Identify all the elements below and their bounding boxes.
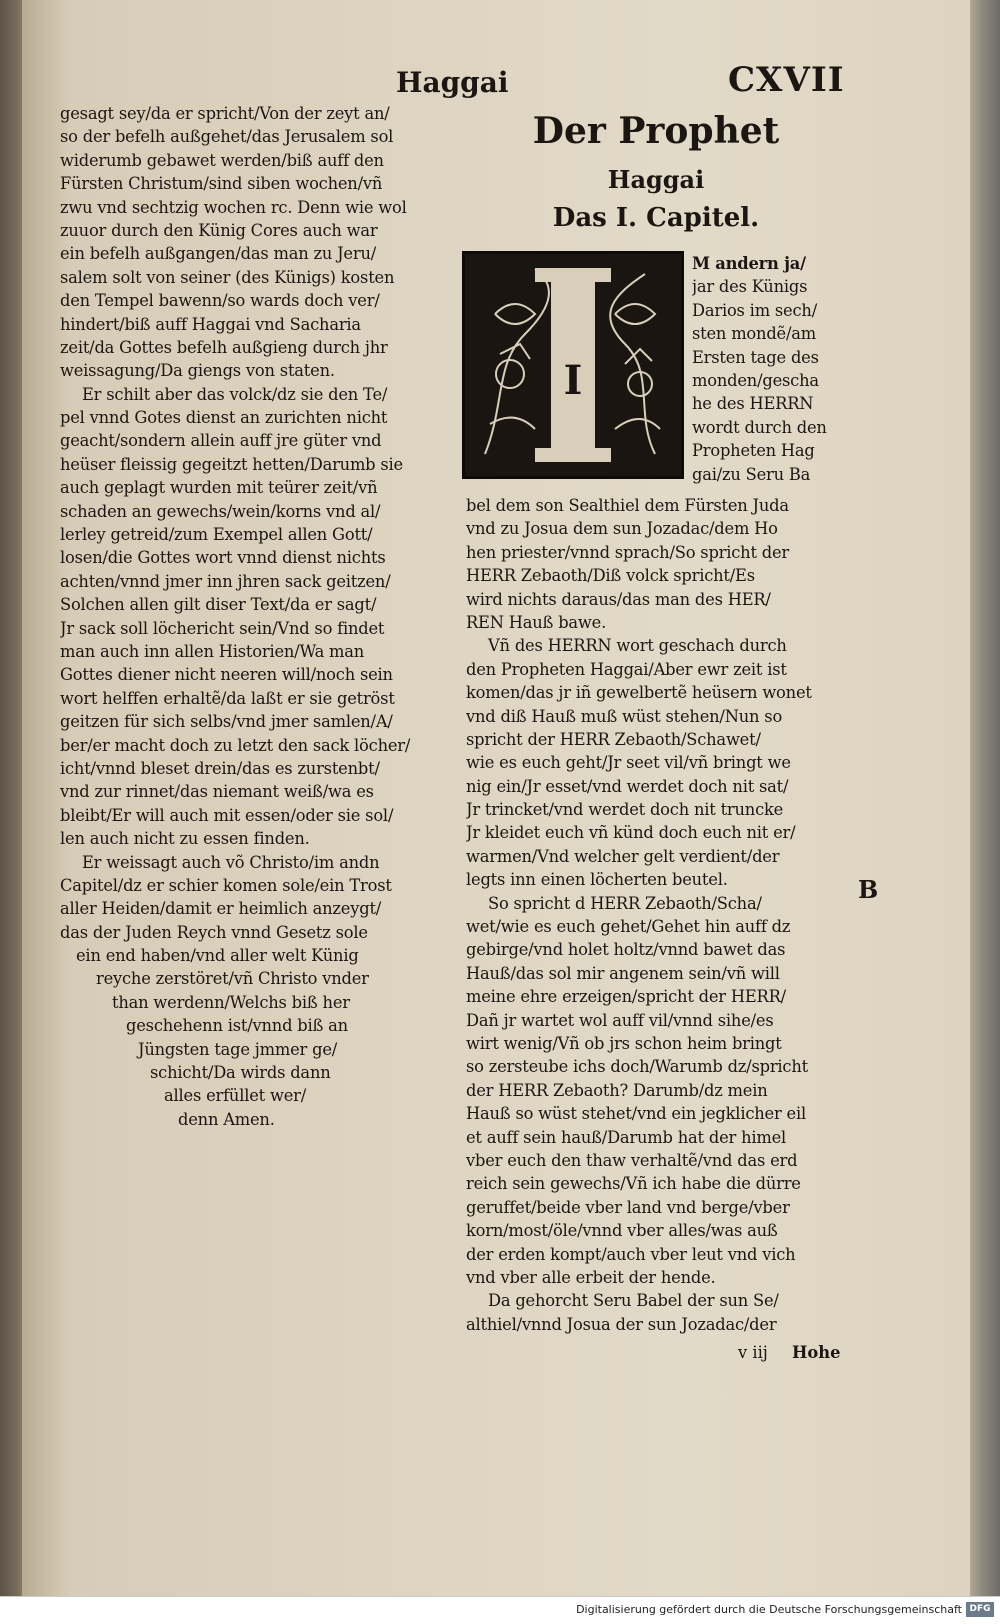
footer-bar <box>0 1596 1000 1624</box>
text-line: ein end haben/vnd aller welt Künig <box>76 946 359 966</box>
signature-mark: v iij <box>738 1343 768 1362</box>
text-line: HERR Zebaoth/Diß volck spricht/Es <box>466 566 755 586</box>
text-line: althiel/vnnd Josua der sun Jozadac/der <box>466 1314 777 1334</box>
text-line: vnd zu Josua dem sun Jozadac/dem Ho <box>466 519 778 539</box>
text-line: jar des Künigs <box>692 277 808 297</box>
text-line: Jüngsten tage jmmer ge/ <box>138 1039 338 1059</box>
text-line: Er schilt aber das volck/dz sie den Te/ <box>82 384 388 404</box>
text-line: Hauß/das sol mir angenem sein/vñ will <box>466 963 780 983</box>
text-line: reich sein gewechs/Vñ ich habe die dürre <box>466 1174 801 1194</box>
text-line: ein befelh außgangen/das man zu Jeru/ <box>60 244 377 264</box>
text-line: Propheten Hag <box>692 441 815 461</box>
initial-letter: I <box>563 357 583 404</box>
text-line: vnd vber alle erbeit der hende. <box>466 1267 716 1287</box>
text-line: reyche zerstöret/vñ Christo vnder <box>96 969 369 989</box>
text-line: Jr sack soll löchericht sein/Vnd so findet <box>60 618 385 638</box>
text-line: gesagt sey/da er spricht/Von der zeyt an/ <box>60 104 390 123</box>
text-line: wordt durch den <box>692 417 827 437</box>
text-line: hen priester/vnnd sprach/So spricht der <box>466 542 790 562</box>
text-line: zuuor durch den Künig Cores auch war <box>60 220 378 240</box>
text-line: than werdenn/Welchs biß her <box>112 992 350 1012</box>
text-line: wort helffen erhaltẽ/da laßt er sie getröst <box>60 688 395 708</box>
text-line: schaden an gewechs/wein/korns vnd al/ <box>60 501 381 521</box>
chapter-label: Das I. Capitel. <box>552 203 760 233</box>
text-line: et auff sein hauß/Darumb hat der himel <box>466 1127 787 1147</box>
text-line: M andern ja/ <box>692 254 806 273</box>
text-line: meine ehre erzeigen/spricht der HERR/ <box>466 987 786 1007</box>
text-line: sten mondẽ/am <box>692 324 817 344</box>
text-line: So spricht d HERR Zebaoth/Scha/ <box>488 893 762 913</box>
text-line: achten/vnnd jmer inn jhren sack geitzen/ <box>60 571 391 591</box>
margin-letter: B <box>858 875 879 904</box>
text-line: Vñ des HERRN wort geschach durch <box>488 636 787 656</box>
text-line: len auch nicht zu essen finden. <box>60 829 310 849</box>
text-line: bleibt/Er will auch mit essen/oder sie sol/ <box>60 805 394 825</box>
text-line: wird nichts daraus/das man des HER/ <box>466 589 771 609</box>
text-line: Gottes diener nicht neeren will/noch sein <box>60 665 393 685</box>
text-line: vber euch den thaw verhaltẽ/vnd das erd <box>466 1150 798 1170</box>
text-line: auch geplagt wurden mit teürer zeit/vñ <box>60 478 378 498</box>
text-line: icht/vnnd bleset drein/das es zurstenbt/ <box>60 758 380 778</box>
initial-ornament-icon <box>465 254 681 476</box>
text-line: Fürsten Christum/sind siben wochen/vñ <box>60 174 383 194</box>
text-line: he des HERRN <box>692 394 814 414</box>
text-line: gebirge/vnd holet holtz/vnnd bawet das <box>466 940 786 960</box>
decorated-initial-letter <box>462 251 684 479</box>
text-line: monden/gescha <box>692 370 819 390</box>
text-line: wie es euch geht/Jr seet vil/vñ bringt we <box>466 753 791 773</box>
text-line: denn Amen. <box>178 1109 275 1129</box>
text-line: widerumb gebawet werden/biß auff den <box>60 150 384 170</box>
folio-number: CXVII <box>728 60 845 100</box>
text-line: legts inn einen löcherten beutel. <box>466 870 728 890</box>
text-line: gai/zu Seru Ba <box>692 464 811 484</box>
text-line: schicht/Da wirds dann <box>150 1063 331 1083</box>
text-line: wirt wenig/Vñ ob jrs schon heim bringt <box>466 1033 782 1053</box>
text-line: geschehenn ist/vnnd biß an <box>126 1016 348 1036</box>
text-line: REN Hauß bawe. <box>466 612 607 632</box>
text-line: der erden kompt/auch vber leut vnd vich <box>466 1244 796 1264</box>
text-line: spricht der HERR Zebaoth/Schawet/ <box>466 729 761 749</box>
text-line: ber/er macht doch zu letzt den sack löcher/ <box>60 735 411 755</box>
text-line: Hauß so wüst stehet/vnd ein jegklicher eil <box>466 1104 806 1124</box>
text-line: bel dem son Sealthiel dem Fürsten Juda <box>466 496 789 515</box>
text-line: der HERR Zebaoth? Darumb/dz mein <box>466 1080 768 1100</box>
text-line: den Propheten Haggai/Aber ewr zeit ist <box>466 659 787 679</box>
text-line: komen/das jr iñ gewelbertẽ heüsern wonet <box>466 683 812 703</box>
text-line: geitzen für sich selbs/vnd jmer samlen/A/ <box>60 712 393 732</box>
text-line: geruffet/beide vber land vnd berge/vber <box>466 1197 790 1217</box>
text-line: lerley getreid/zum Exempel allen Gott/ <box>60 525 373 545</box>
text-line: man auch inn allen Historien/Wa man <box>60 641 365 661</box>
catchword: Hohe <box>792 1343 841 1362</box>
text-line: so der befelh außgehet/das Jerusalem sol <box>60 127 394 147</box>
text-line: geacht/sondern allein auff jre güter vnd <box>60 431 382 451</box>
text-line: das der Juden Reych vnnd Gesetz sole <box>60 922 368 942</box>
running-title: Haggai <box>396 66 509 99</box>
text-line: heüser fleissig gegeitzt hetten/Darumb sie <box>60 454 403 474</box>
text-line: so zersteube ichs doch/Warumb dz/spricht <box>466 1057 808 1077</box>
right-column-beside-initial <box>692 252 852 486</box>
text-line: Capitel/dz er schier komen sole/ein Trost <box>60 875 392 895</box>
text-line: korn/most/öle/vnnd vber alles/was auß <box>466 1221 778 1241</box>
funding-note: Digitalisierung gefördert durch die Deutsche Forschungsgemeinschaft <box>576 1603 962 1616</box>
dfg-logo-icon: DFG <box>966 1602 994 1617</box>
text-line: Da gehorcht Seru Babel der sun Se/ <box>488 1291 779 1311</box>
text-line: Jr trincket/vnd werdet doch nit truncke <box>466 800 784 820</box>
text-line: aller Heiden/damit er heimlich anzeygt/ <box>60 899 382 919</box>
text-line: Er weissagt auch võ Christo/im andn <box>82 852 380 872</box>
text-line: wet/wie es euch gehet/Gehet hin auff dz <box>466 917 791 937</box>
chapter-title: Der Prophet <box>532 110 780 152</box>
text-line: zeit/da Gottes befelh außgieng durch jhr <box>60 337 388 357</box>
text-line: zwu vnd sechtzig wochen rc. Denn wie wol <box>60 197 407 217</box>
text-line: pel vnnd Gotes dienst an zurichten nicht <box>60 408 388 428</box>
text-line: hindert/biß auff Haggai vnd Sacharia <box>60 314 361 334</box>
page-edge-shadow <box>970 0 1000 1596</box>
text-line: warmen/Vnd welcher gelt verdient/der <box>466 846 780 866</box>
text-line: Solchen allen gilt diser Text/da er sagt/ <box>60 595 377 615</box>
text-line: Ersten tage des <box>692 347 819 367</box>
right-column <box>466 494 858 1336</box>
text-line: vnd diß Hauß muß wüst stehen/Nun so <box>466 706 783 726</box>
text-line: vnd zur rinnet/das niemant weiß/wa es <box>60 782 374 802</box>
text-line: den Tempel bawenn/so wards doch ver/ <box>60 291 380 311</box>
text-line: alles erfüllet wer/ <box>164 1086 307 1106</box>
text-line: weissagung/Da giengs von staten. <box>60 361 335 381</box>
prophet-name: Haggai <box>607 165 705 194</box>
text-line: Jr kleidet euch vñ künd doch euch nit er/ <box>466 823 796 843</box>
text-line: losen/die Gottes wort vnnd dienst nichts <box>60 548 386 568</box>
text-line: Dañ jr wartet wol auff vil/vnnd sihe/es <box>466 1010 774 1030</box>
text-line: nig ein/Jr esset/vnd werdet doch nit sat/ <box>466 776 789 796</box>
left-column <box>60 102 456 1131</box>
text-line: Darios im sech/ <box>692 300 817 320</box>
text-line: salem solt von seiner (des Künigs) kosten <box>60 267 395 287</box>
